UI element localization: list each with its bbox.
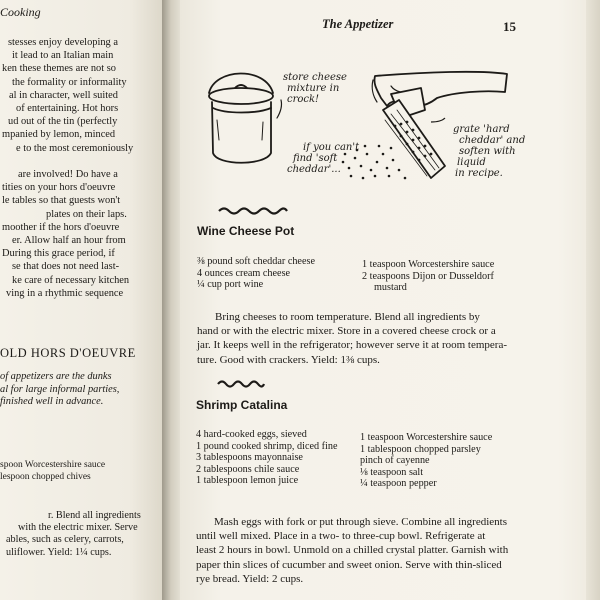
crock-lid (209, 88, 273, 104)
left-italic-line: of appetizers are the dunks (0, 371, 112, 382)
note-line: crock! (287, 94, 320, 105)
left-line: moother if the hors d'oeuvre (2, 221, 120, 233)
running-head: The Appetizer (322, 17, 394, 31)
decorative-squiggle (217, 207, 289, 215)
left-method-line: uliflower. Yield: 1¼ cups. (6, 546, 112, 558)
illustration (195, 58, 555, 198)
ingredients-left (197, 256, 315, 291)
left-blank-line (0, 155, 162, 168)
note-line: in recipe. (455, 168, 503, 179)
ingredient: 2 teaspoons Dijon or Dusseldorf (362, 270, 494, 282)
ingredients-left (196, 429, 337, 487)
left-line: le tables so that guests won't (2, 195, 121, 207)
method-line: least 2 hours in bowl. Unmold on a chilled crystal platter. Garnish with (196, 544, 509, 557)
note-grate-cheddar (453, 124, 525, 179)
left-section-heading: OLD HORS D'OEUVRE (0, 346, 136, 360)
method-line: ture. Good with crackers. Yield: 1⅜ cups. (197, 353, 380, 366)
note-soft-cheddar (287, 142, 359, 175)
note-line: mixture in (287, 83, 340, 94)
recipe-title: Wine Cheese Pot (197, 224, 295, 238)
left-ingredient: spoon Worcestershire sauce (0, 460, 106, 470)
ingredient: ⅛ teaspoon salt (360, 466, 424, 478)
left-line: e to the most ceremoniously (16, 142, 134, 154)
note-line: store cheese (283, 72, 347, 83)
left-line: se that does not need last- (12, 261, 120, 273)
method-line: paper thin slices of cucumber and sweet onion. Serve with thin-sliced (196, 558, 502, 571)
left-line: er. Allow half an hour from (12, 235, 126, 247)
left-running-head: Cooking (0, 5, 41, 19)
ingredient: ¼ cup port wine (197, 279, 264, 290)
left-method-line: with the electric mixer. Serve (18, 522, 138, 534)
left-method-line: ables, such as celery, carrots, (6, 534, 124, 546)
ingredient: ⅜ pound soft cheddar cheese (197, 256, 315, 267)
method-line: Bring cheeses to room temperature. Blend all ingredients by (215, 311, 480, 323)
ingredient: 1 tablespoon chopped parsley (360, 443, 481, 455)
left-italic-intro (0, 371, 119, 409)
left-method (0, 510, 141, 559)
ingredients-right (362, 259, 494, 294)
note-line: find 'soft (293, 153, 338, 164)
method-text (196, 515, 508, 586)
left-line: it lead to an Italian main (12, 50, 114, 62)
left-line: the formality or informality (12, 76, 127, 88)
method-line: until well mixed. Place in a two- to three-cup bowl. Refrigerate at (196, 530, 486, 543)
note-line: cheddar' and (459, 135, 526, 146)
page-number: 15 (503, 19, 516, 34)
note-line: cheddar'... (287, 164, 341, 175)
ingredient: 4 hard-cooked eggs, sieved (196, 429, 307, 440)
left-ingredient: lespoon chopped chives (0, 471, 91, 482)
note-line: grate 'hard (453, 124, 510, 135)
left-method-line: r. Blend all ingredients (48, 510, 141, 521)
method-line: Mash eggs with fork or put through sieve. Combine all ingredients (214, 516, 507, 528)
ingredient: pinch of cayenne (360, 455, 430, 466)
recipe-title: Shrimp Catalina (196, 398, 288, 412)
note-line: soften with (459, 146, 516, 157)
note-line: if you can't (303, 142, 360, 153)
ingredient: 3 tablespoons mayonnaise (196, 452, 303, 463)
left-line: ving in a rhythmic sequence (6, 287, 124, 299)
left-line: mpanied by lemon, minced (2, 129, 116, 141)
left-line: ken these themes are not so (2, 63, 116, 75)
ingredients-right (360, 432, 492, 490)
method-line: rye bread. Yield: 2 cups. (196, 572, 304, 585)
left-line: tities on your hors d'oeuvre (2, 182, 116, 194)
method-line: hand or with the electric mixer. Store in a covered cheese crock or a (197, 325, 496, 338)
ingredient: 2 tablespoons chile sauce (196, 463, 300, 475)
left-ingredients (0, 460, 105, 483)
left-line: During this grace period, if (2, 248, 115, 260)
left-line: are involved! Do have a (18, 169, 118, 181)
book-gutter (162, 0, 182, 600)
left-line: stesses enjoy developing a (8, 37, 118, 48)
decorative-squiggle (216, 380, 266, 388)
left-line: ke care of necessary kitchen (12, 274, 130, 286)
left-line: ud out of the tin (perfectly (8, 116, 118, 128)
left-line: al in character, well suited (9, 89, 118, 101)
left-page (0, 0, 162, 600)
ingredient: ¼ teaspoon pepper (360, 478, 437, 489)
ingredient: 1 teaspoon Worcestershire sauce (362, 259, 495, 270)
method-text (197, 310, 507, 367)
left-intro-text (0, 36, 162, 300)
ingredient: 1 teaspoon Worcestershire sauce (360, 432, 493, 443)
note-line: liquid (457, 157, 486, 168)
left-line: plates on their laps. (46, 208, 127, 220)
ingredient: mustard (374, 282, 407, 293)
note-store-cheese (283, 72, 347, 105)
method-line: jar. It keeps well in the refrigerator; however serve it at room tempera- (197, 339, 508, 352)
ingredient: 1 tablespoon lemon juice (196, 475, 299, 486)
ingredient: 4 ounces cream cheese (197, 267, 291, 279)
left-italic-line: al for large informal parties, (0, 383, 120, 395)
page-edge (586, 0, 600, 600)
left-line: of entertaining. Hot hors (16, 103, 119, 115)
left-italic-line: finished well in advance. (0, 396, 104, 408)
ingredient: 1 pound cooked shrimp, diced fine (196, 440, 338, 452)
